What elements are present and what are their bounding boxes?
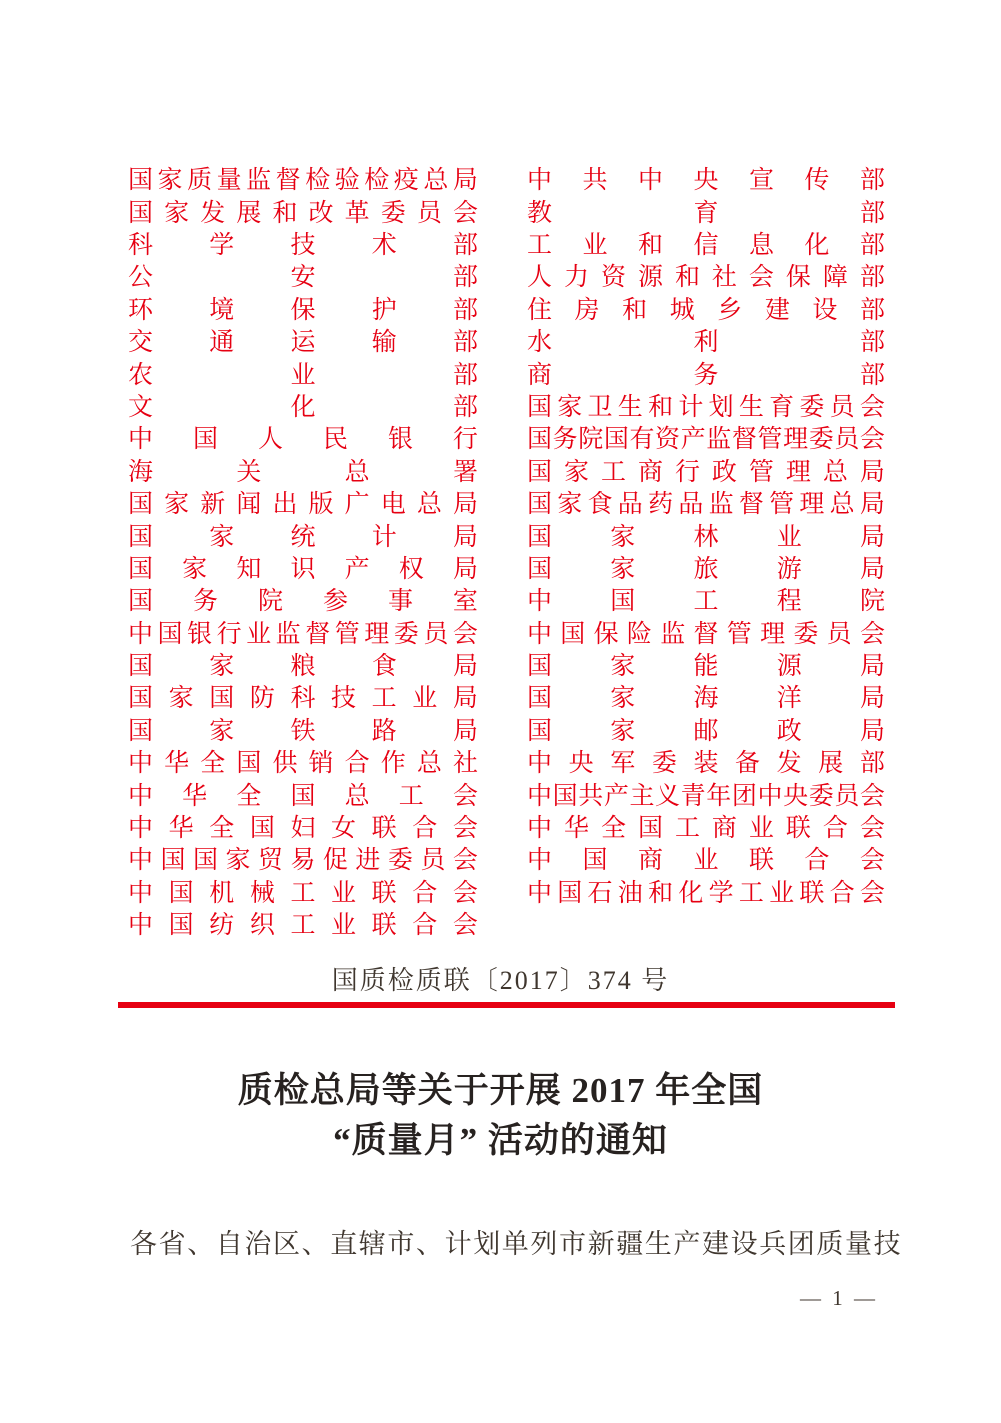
agency-name: 中 国 机 械 工 业 联 合 会 [128,879,478,907]
document-title-line1: 质检总局等关于开展 2017 年全国 [237,1071,764,1110]
agency-name: 中 华 全 国 妇 女 联 合 会 [128,815,478,843]
agency-name: 中 国 共 产 主 义 青 年 团 中 央 委 员 会 [527,782,885,810]
agency-name: 科 学 技 术 部 [128,231,478,259]
agency-name: 中 央 军 委 装 备 发 展 部 [527,750,885,778]
agency-name: 国 家 邮 政 局 [527,717,885,745]
agency-name: 商 务 部 [527,361,885,389]
agency-name: 国 家 质 量 监 督 检 验 检 疫 总 局 [128,167,478,195]
agency-name: 国 家 国 防 科 技 工 业 局 [128,685,478,713]
agency-name: 环 境 保 护 部 [128,296,478,324]
page-number: — 1 — [800,1286,878,1310]
agency-name: 国 家 新 闻 出 版 广 电 总 局 [128,491,478,519]
agency-name: 中 国 石 油 和 化 学 工 业 联 合 会 [527,879,885,907]
agency-name: 国 务 院 国 有 资 产 监 督 管 理 委 员 会 [527,426,885,454]
agency-name: 海 关 总 署 [128,458,478,486]
doc-number: 国质检质联〔2017〕374 号 [331,966,670,995]
agency-name: 人 力 资 源 和 社 会 保 障 部 [527,264,885,292]
agency-name: 国 家 旅 游 局 [527,555,885,583]
agency-name: 中 共 中 央 宣 传 部 [527,167,885,195]
red-divider-line [118,1002,895,1008]
agency-column-left [128,162,478,939]
agency-name: 工 业 和 信 息 化 部 [527,231,885,259]
agency-name: 国 家 统 计 局 [128,523,478,551]
agency-name: 中 国 银 行 业 监 督 管 理 委 员 会 [128,620,478,648]
agency-name: 农 业 部 [128,361,478,389]
agency-name: 国 家 林 业 局 [527,523,885,551]
agency-name: 中 国 工 程 院 [527,588,885,616]
agency-name: 国 家 食 品 药 品 监 督 管 理 总 局 [527,491,885,519]
agency-name: 水 利 部 [527,329,885,357]
document-title [0,1066,1001,1166]
agency-name: 国 家 卫 生 和 计 划 生 育 委 员 会 [527,393,885,421]
agency-name: 文 化 部 [128,393,478,421]
agency-column-right [527,162,885,907]
agency-name: 中 国 人 民 银 行 [128,426,478,454]
agency-name: 中 国 国 家 贸 易 促 进 委 员 会 [128,847,478,875]
agency-name: 中 国 纺 织 工 业 联 合 会 [128,912,478,940]
agency-name: 国 家 知 识 产 权 局 [128,555,478,583]
body-first-line: 各省、自治区、直辖市、计划单列市新疆生产建设兵团质量技 [130,1229,903,1259]
agency-name: 中 国 商 业 联 合 会 [527,847,885,875]
agency-name: 国 务 院 参 事 室 [128,588,478,616]
agency-name: 国 家 铁 路 局 [128,717,478,745]
agency-name: 中 国 保 险 监 督 管 理 委 员 会 [527,620,885,648]
agency-name: 国 家 工 商 行 政 管 理 总 局 [527,458,885,486]
document-title-line2: “质量月” 活动的通知 [333,1121,668,1160]
agency-name: 住 房 和 城 乡 建 设 部 [527,296,885,324]
agency-name: 教 育 部 [527,199,885,227]
agency-name: 国 家 能 源 局 [527,653,885,681]
agency-name: 国 家 海 洋 局 [527,685,885,713]
agency-name: 交 通 运 输 部 [128,329,478,357]
agency-name: 公 安 部 [128,264,478,292]
agency-name: 中 华 全 国 总 工 会 [128,782,478,810]
agency-name: 中 华 全 国 供 销 合 作 总 社 [128,750,478,778]
agency-name: 国 家 发 展 和 改 革 委 员 会 [128,199,478,227]
agency-name: 中 华 全 国 工 商 业 联 合 会 [527,815,885,843]
agency-name: 国 家 粮 食 局 [128,653,478,681]
